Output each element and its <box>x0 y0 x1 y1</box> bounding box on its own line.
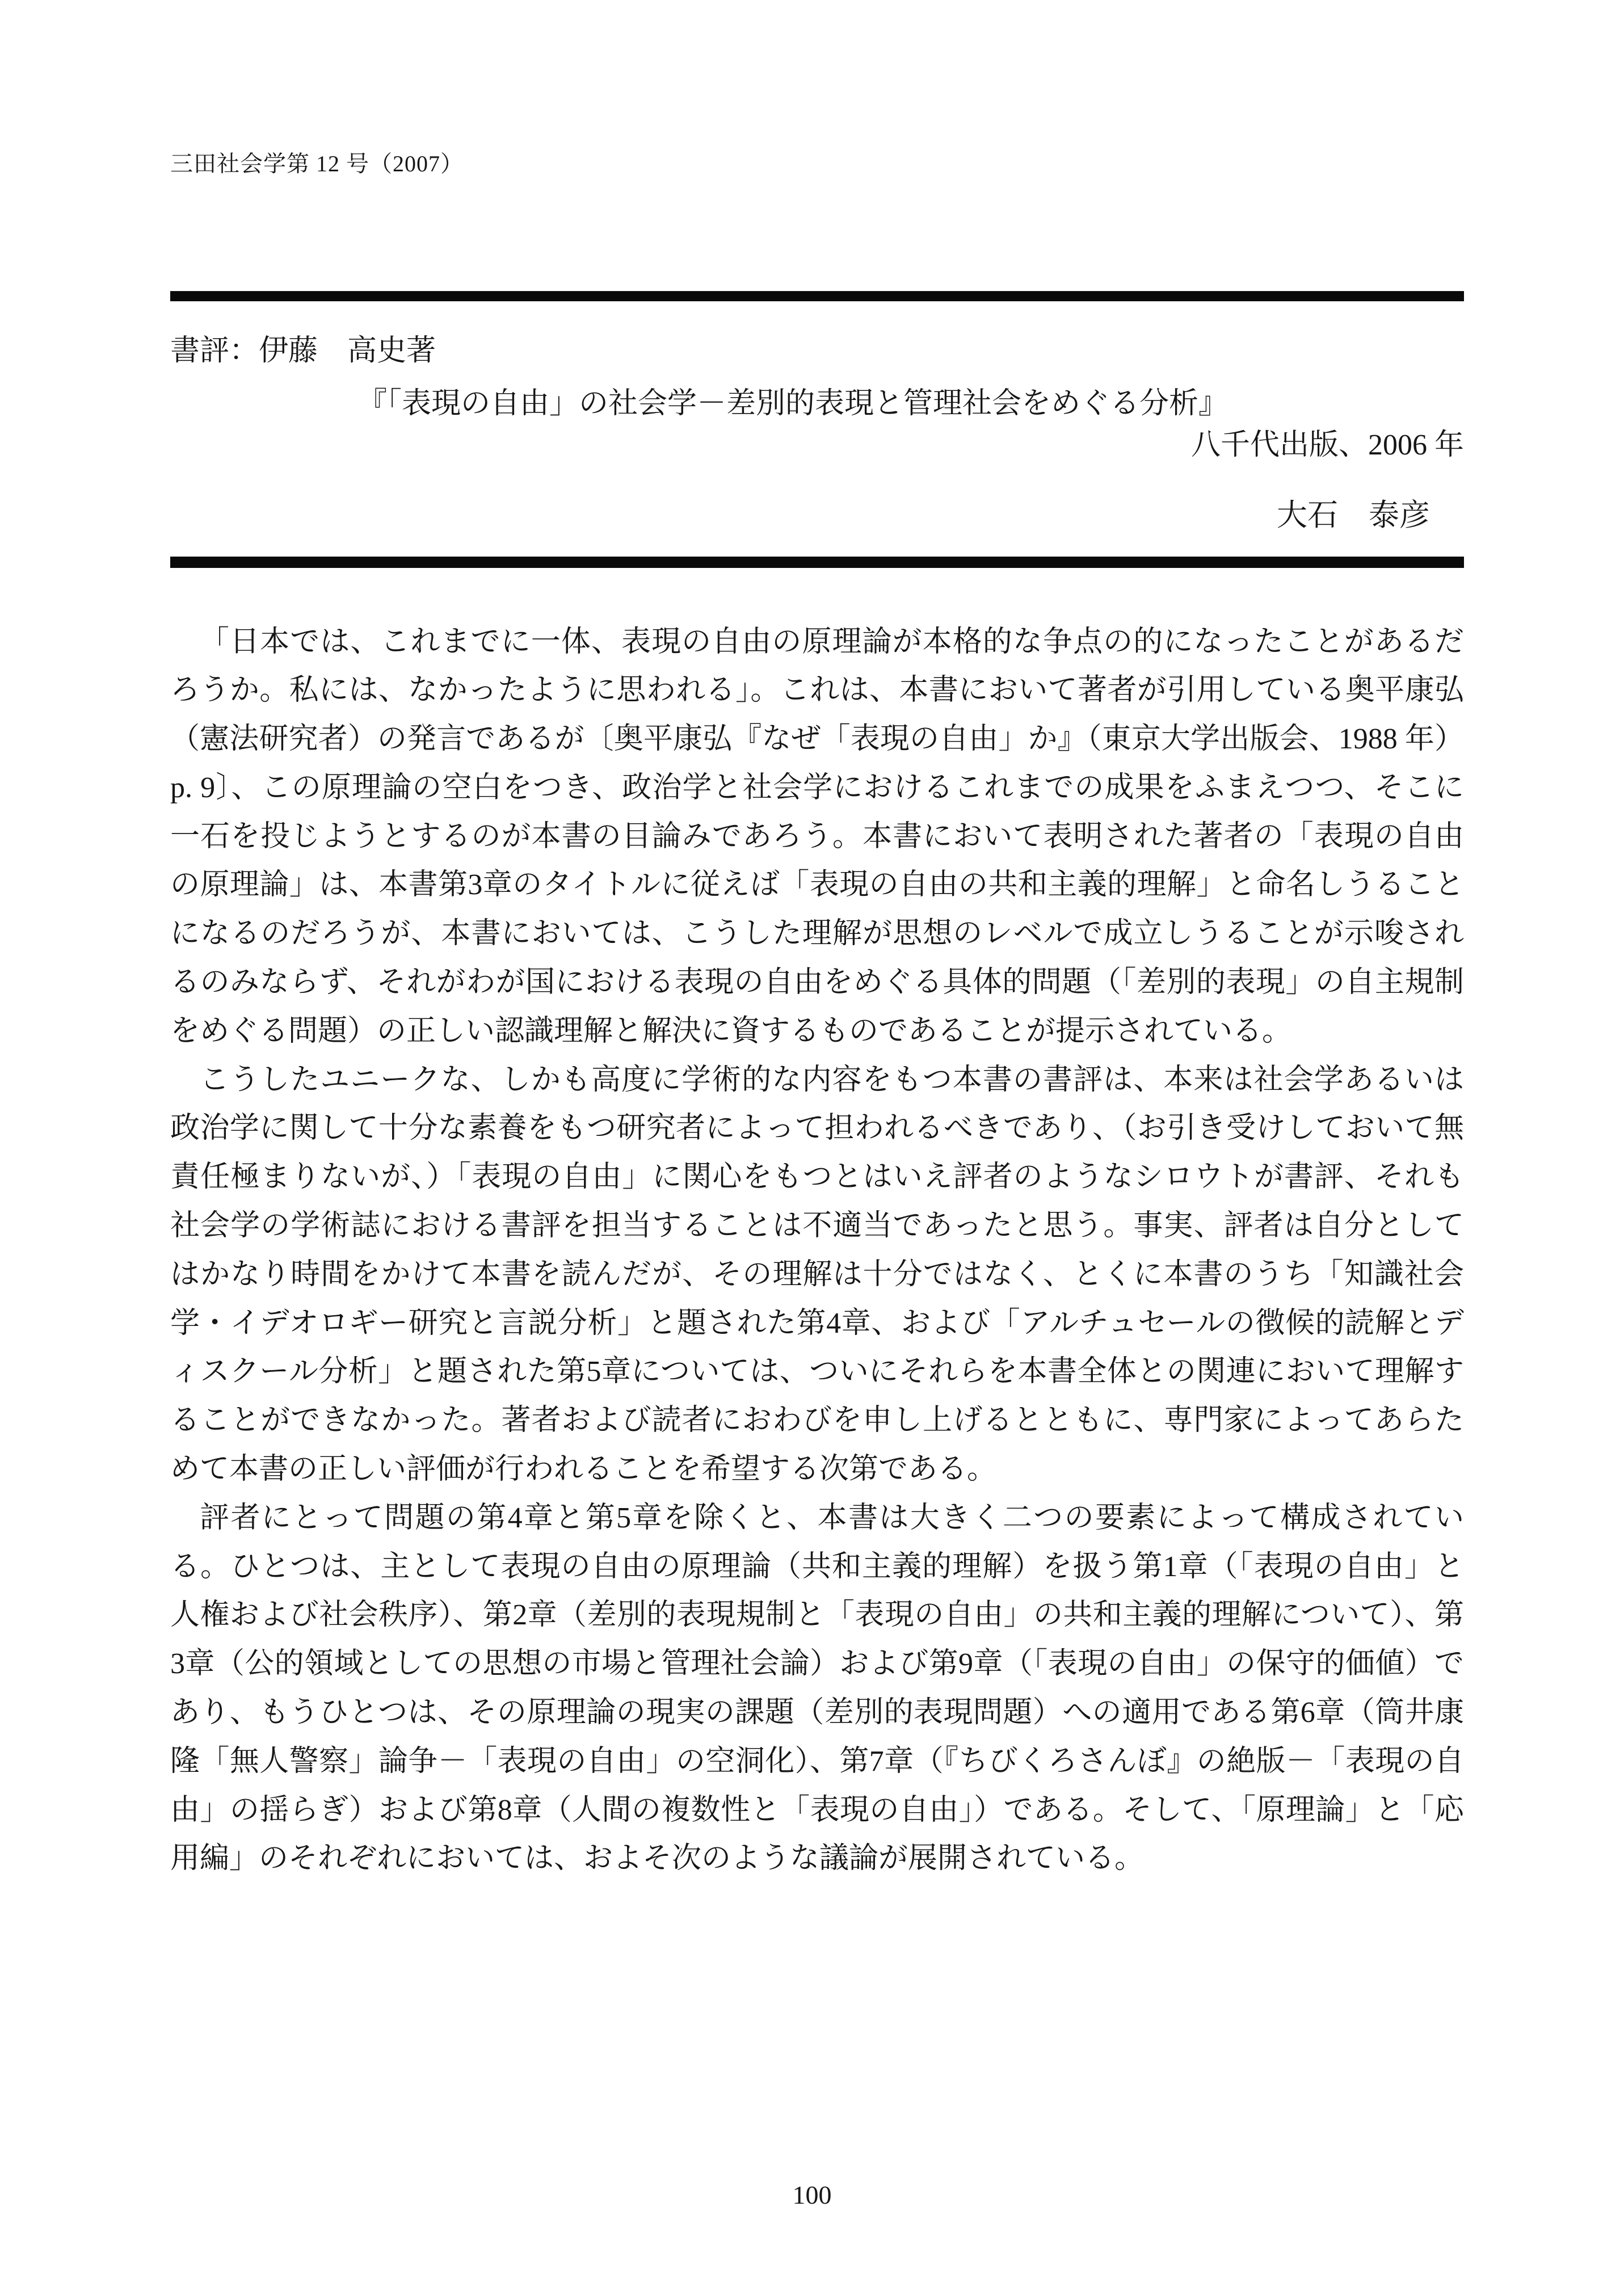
title-block <box>170 332 1464 535</box>
body-paragraph-1: 「日本では、これまでに一体、表現の自由の原理論が本格的な争点の的になったことがあるだろうか。私には、なかったように思われる」。これは、本書において著者が引用している奥平康弘（憲法研究者）の発言であるが〔奥平康弘『なぜ「表現の自由」か』（東京大学出版会、1988 年）p. 9〕、この原理論の空白をつき、政治学と社会学におけるこれまでの成果をふまえつつ、そこに一石を投じようとするのが本書の目論みであろう。本書において表明された著者の「表現の自由の原理論」は、本書第3章のタイトルに従えば「表現の自由の共和主義的理解」と命名しうることになるのだろうが、本書においては、こうした理解が思想のレベルで成立しうることが示唆されるのみならず、それがわが国における表現の自由をめぐる具体的問題（「差別的表現」の自主規制をめぐる問題）の正しい認識理解と解決に資するものであることが提示されている。 <box>170 625 1464 1047</box>
body-paragraph-2: こうしたユニークな、しかも高度に学術的な内容をもつ本書の書評は、本来は社会学あるいは政治学に関して十分な素養をもつ研究者によって担われるべきであり、（お引き受けしておいて無責任極まりないが、）「表現の自由」に関心をもつとはいえ評者のようなシロウトが書評、それも社会学の学術誌における書評を担当することは不適当であったと思う。事実、評者は自分としてはかなり時間をかけて本書を読んだが、その理解は十分ではなく、とくに本書のうち「知識社会学・イデオロギー研究と言説分析」と題された第4章、および「アルチュセールの徴候的読解とディスクール分析」と題された第5章については、ついにそれらを本書全体との関連において理解することができなかった。著者および読者におわびを申し上げるとともに、専門家によってあらためて本書の正しい評価が行われることを希望する次第である。 <box>170 1063 1464 1486</box>
review-body <box>170 618 1464 1884</box>
journal-issue-header: 三田社会学第 12 号（2007） <box>170 151 464 176</box>
bottom-divider-rule <box>170 557 1464 568</box>
publisher-line: 八千代出版、2006 年 <box>1190 429 1464 461</box>
reviewer-name: 大石 泰彦 <box>1277 498 1430 532</box>
top-divider-rule <box>170 291 1464 301</box>
book-title: 『「表現の自由」の社会学－差別的表現と管理社会をめぐる分析』 <box>357 388 1228 420</box>
body-paragraph-3: 評者にとって問題の第4章と第5章を除くと、本書は大きく二つの要素によって構成されている。ひとつは、主として表現の自由の原理論（共和主義的理解）を扱う第1章（「表現の自由」と人権および社会秩序）、第2章（差別的表現規制と「表現の自由」の共和主義的理解について）、第3章（公的領域としての思想の市場と管理社会論）および第9章（「表現の自由」の保守的価値）であり、もうひとつは、その原理論の現実の課題（差別的表現問題）への適用である第6章（筒井康隆「無人警察」論争－「表現の自由」の空洞化）、第7章（『ちびくろさんぼ』の絶版－「表現の自由」の揺らぎ）および第8章（人間の複数性と「表現の自由」）である。そして、「原理論」と「応用編」のそれぞれにおいては、およそ次のような議論が展開されている。 <box>170 1501 1464 1875</box>
review-title: 書評：伊藤 高史著 <box>170 335 436 367</box>
page-number: 100 <box>792 2180 832 2209</box>
